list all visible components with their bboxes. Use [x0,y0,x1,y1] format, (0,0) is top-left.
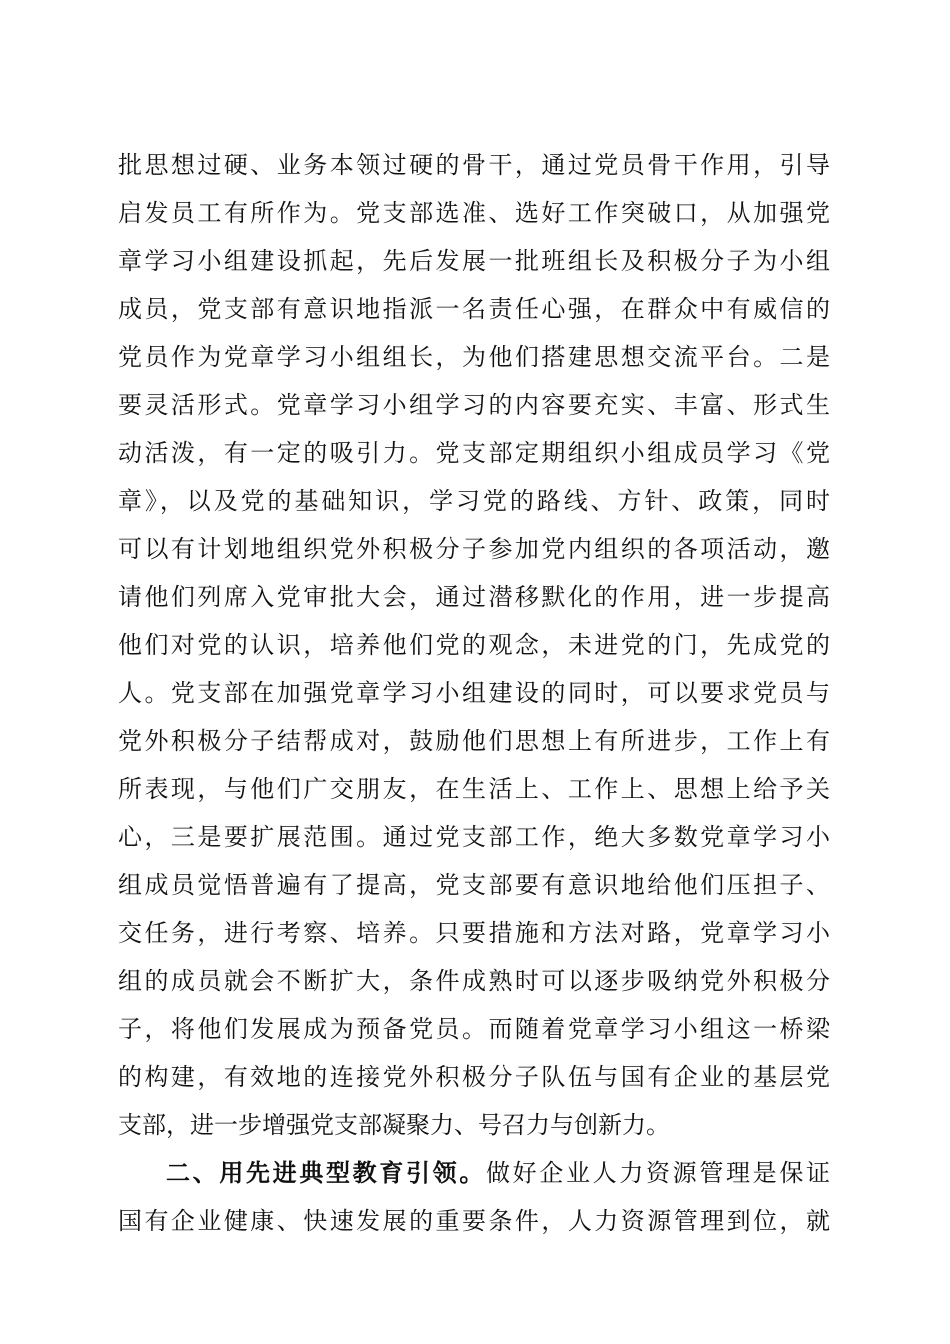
section-heading: 二、用先进典型教育引领。 [166,1158,486,1187]
text-line: 启发员工有所作为。党支部选准、选好工作突破口，从加强党 [118,199,830,227]
text-line: 组成员觉悟普遍有了提高，党支部要有意识地给他们压担子、 [118,871,830,899]
body-text [118,141,830,1245]
text-line: 请他们列席入党审批大会，通过潜移默化的作用，进一步提高 [118,583,830,611]
text-line: 他们对党的认识，培养他们党的观念，未进党的门，先成党的 [118,631,830,659]
text-line: 可以有计划地组织党外积极分子参加党内组织的各项活动，邀 [118,535,830,563]
text-line: 的构建，有效地的连接党外积极分子队伍与国有企业的基层党 [118,1063,830,1091]
text-line: 章学习小组建设抓起，先后发展一批班组长及积极分子为小组 [118,247,830,275]
paragraph-2 [118,1149,830,1245]
text-line: 所表现，与他们广交朋友，在生活上、工作上、思想上给予关 [118,775,830,803]
text-line: 章》，以及党的基础知识，学习党的路线、方针、政策，同时 [118,487,830,515]
text-line: 党外积极分子结帮成对，鼓励他们思想上有所进步，工作上有 [118,727,830,755]
paragraph-1 [118,141,830,1149]
text-line: 支部，进一步增强党支部凝聚力、号召力与创新力。 [118,1111,670,1139]
text-line: 子，将他们发展成为预备党员。而随着党章学习小组这一桥梁 [118,1015,830,1043]
text-line: 批思想过硬、业务本领过硬的骨干，通过党员骨干作用，引导 [118,151,830,179]
text-line: 国有企业健康、快速发展的重要条件，人力资源管理到位，就 [118,1207,830,1235]
text-line: 动活泼，有一定的吸引力。党支部定期组织小组成员学习《党 [118,439,830,467]
text-line: 要灵活形式。党章学习小组学习的内容要充实、丰富、形式生 [118,391,830,419]
text-line: 成员，党支部有意识地指派一名责任心强，在群众中有威信的 [118,295,830,323]
text-line: 心，三是要扩展范围。通过党支部工作，绝大多数党章学习小 [118,823,830,851]
text-line: 党员作为党章学习小组组长，为他们搭建思想交流平台。二是 [118,343,830,371]
section-first-line [118,1149,830,1197]
text-line: 组的成员就会不断扩大，条件成熟时可以逐步吸纳党外积极分 [118,967,830,995]
text-line: 交任务，进行考察、培养。只要措施和方法对路，党章学习小 [118,919,830,947]
section-heading-rest: 做好企业人力资源管理是保证 [486,1159,830,1187]
text-line: 人。党支部在加强党章学习小组建设的同时，可以要求党员与 [118,679,830,707]
